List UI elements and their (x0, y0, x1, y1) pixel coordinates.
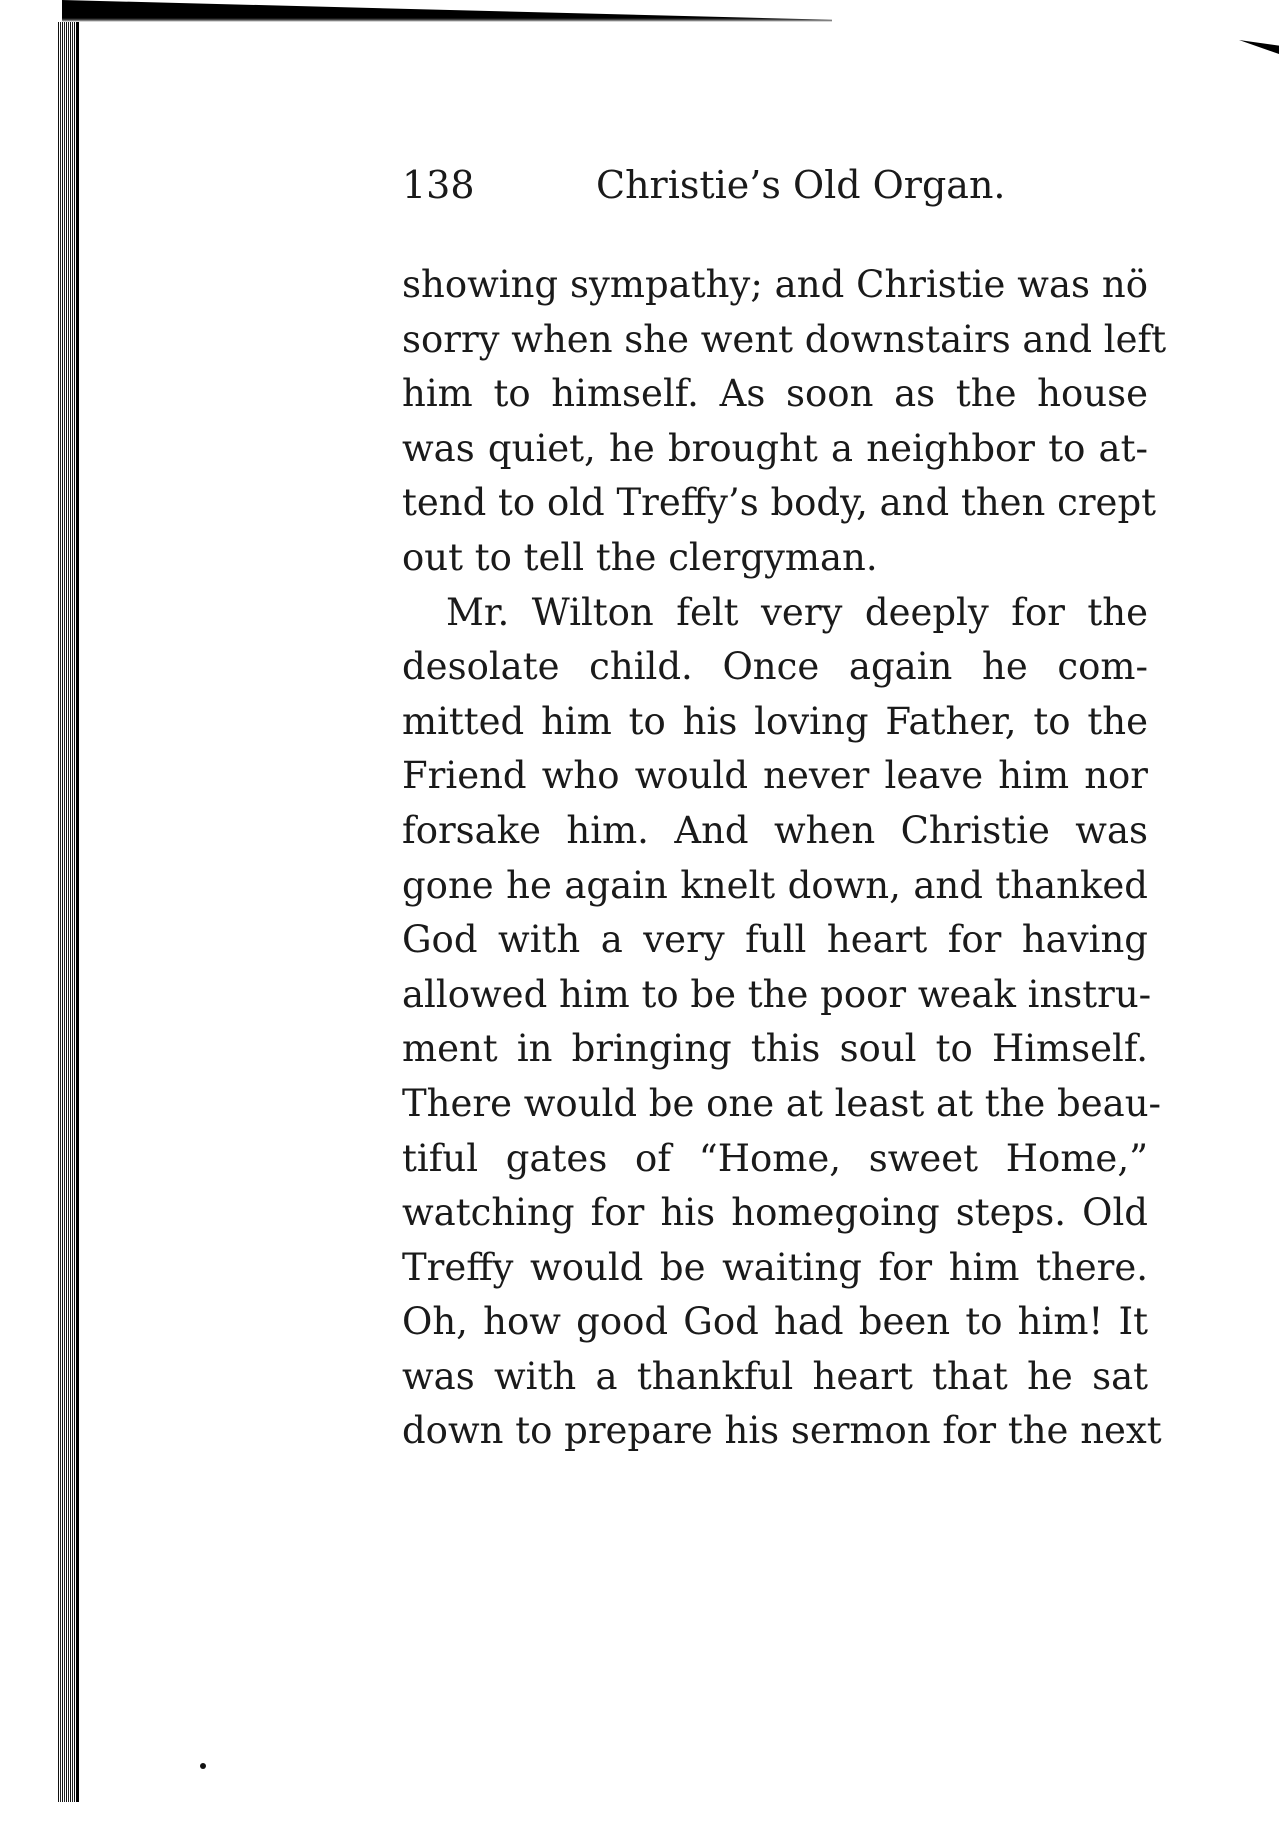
text-line: desolate child. Once again he com- (402, 645, 1148, 689)
text-line: tiful gates of “Home, sweet Home,” (402, 1136, 1148, 1180)
text-line: Mr. Wilton felt very deeply for the (446, 590, 1148, 634)
text-line: God with a very full heart for having (402, 918, 1148, 962)
text-line: allowed him to be the poor weak instru- (402, 972, 1152, 1016)
text-line: Oh, how good God had been to him! It (402, 1300, 1148, 1344)
text-line: ment in bringing this soul to Himself. (402, 1027, 1148, 1071)
binding-edge (76, 22, 79, 1802)
running-title: Christie’s Old Organ. (596, 163, 1006, 207)
text-line: was quiet, he brought a neighbor to at- (402, 426, 1148, 470)
text-line: was with a thankful heart that he sat (402, 1354, 1148, 1398)
paragraph-1 (402, 258, 1167, 586)
text-line: watching for his homegoing steps. Old (402, 1191, 1148, 1235)
page-number: 138 (402, 163, 475, 207)
scan-top-rule (62, 0, 832, 22)
text-line: sorry when she went downstairs and left (402, 317, 1167, 361)
page-body (402, 258, 1167, 1459)
text-line: gone he again knelt down, and thanked (402, 863, 1148, 907)
text-line: tend to old Treffy’s body, and then crept (402, 481, 1157, 525)
text-line: forsake him. And when Christie was (402, 808, 1148, 852)
text-line: down to prepare his sermon for the next (402, 1409, 1162, 1453)
text-line: mitted him to his loving Father, to the (402, 699, 1148, 743)
binding-gutter (58, 22, 78, 1802)
text-line: showing sympathy; and Christie was nö (402, 263, 1148, 306)
text-line: There would be one at least at the beau- (402, 1081, 1162, 1125)
text-line: Friend who would never leave him nor (402, 754, 1148, 798)
page-header (402, 160, 1142, 210)
text-line: him to himself. As soon as the house (402, 372, 1148, 416)
paragraph-2 (402, 586, 1162, 1460)
text-line: Treffy would be waiting for him there. (402, 1245, 1148, 1289)
text-line: out to tell the clergyman. (402, 535, 878, 579)
scan-corner-mark (1239, 40, 1279, 54)
scan-speck (200, 1763, 206, 1769)
